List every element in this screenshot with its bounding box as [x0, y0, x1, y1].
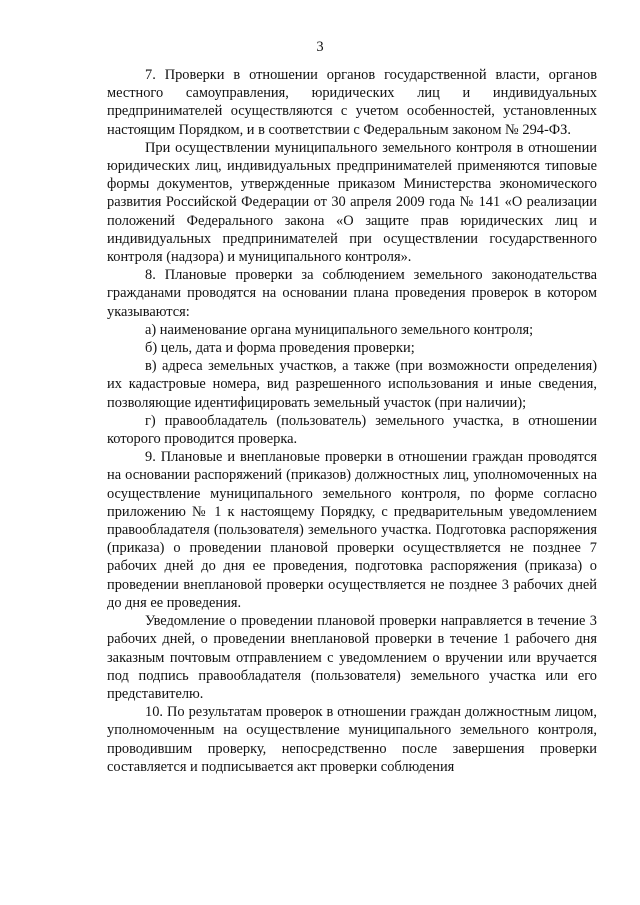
paragraph-notification: Уведомление о проведении плановой проверки направляется в течение 3 рабочих дней, о проведении внеплановой проверки в течение 1 рабочего дня заказным почтовым отправлением с уведомлением о вручении или вручается под подпись правообладателя (пользователя) земельного участка или его представителю. — [107, 613, 597, 702]
paragraph-8: 8. Плановые проверки за соблюдением земельного законодательства гражданами проводятся на основании плана проведения проверок в котором указываются: — [107, 267, 597, 320]
list-item-b: б) цель, дата и форма проведения проверки; — [145, 340, 415, 357]
list-item-g: г) правообладатель (пользователь) земельного участка, в отношении которого проводится проверка. — [107, 412, 597, 448]
document-body — [107, 66, 597, 776]
page-number: 3 — [316, 39, 324, 55]
list-item-v: в) адреса земельных участков, а также (при возможности определения) их кадастровые номера, вид разрешенного использования и иные сведения, позволяющие идентифицировать земельный участок (при наличии); — [107, 358, 597, 411]
paragraph-typical-forms: При осуществлении муниципального земельного контроля в отношении юридических лиц, индивидуальных предпринимателей применяются типовые формы документов, утвержденные приказом Министерства экономического развития Российской Федерации от 30 апреля 2009 года № 141 «О реализации положений Федерального закона «О защите прав юридических лиц и индивидуальных предпринимателей при осуществлении государственного контроля (надзора) и муниципального контроля». — [107, 139, 597, 266]
paragraph-10: 10. По результатам проверок в отношении граждан должностным лицом, уполномоченным на осуществление муниципального земельного контроля, проводившим проверку, непосредственно после завершения проверки составляется и подписывается акт проверки соблюдения — [107, 704, 597, 775]
list-item-a: а) наименование органа муниципального земельного контроля; — [145, 321, 534, 338]
paragraph-9: 9. Плановые и внеплановые проверки в отношении граждан проводятся на основании распоряжений (приказов) должностных лиц, уполномоченных на осуществление муниципального земельного контроля, по форме согласно приложению № 1 к настоящему Порядку, с предварительным уведомлением правообладателя (пользователя) земельного участка. Подготовка распоряжения (приказа) о проведении плановой проверки осуществляется не позднее 7 рабочих дней до дня ее проведения, подготовка распоряжения (приказа) о проведении внеплановой проверки осуществляется не позднее 3 рабочих дней до дня ее проведения. — [107, 449, 597, 611]
paragraph-7: 7. Проверки в отношении органов государственной власти, органов местного самоуправления, юридических лиц и индивидуальных предпринимателей осуществляются с учетом особенностей, установленных настоящим Порядком, и в соответствии с Федеральным законом № 294-ФЗ. — [107, 67, 597, 138]
